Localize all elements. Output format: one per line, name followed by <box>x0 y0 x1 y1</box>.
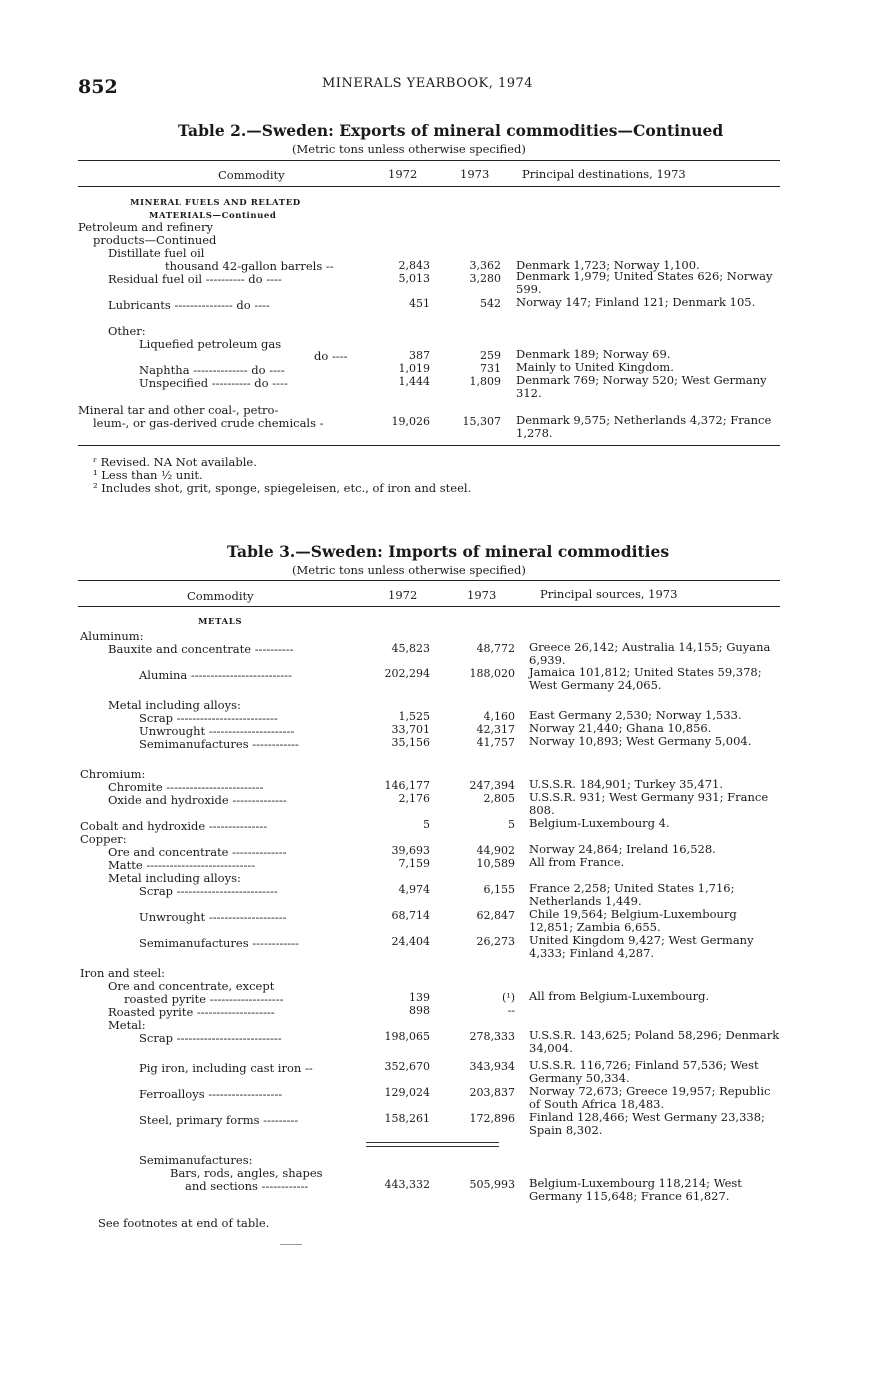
table3-cell-sources: U.S.S.R. 143,625; Poland 58,296; Denmark 34,004. <box>529 1028 780 1055</box>
table3-cell-sources: Belgium-Luxembourg 118,214; West Germany 115,648; France 61,827. <box>529 1176 742 1203</box>
table2-header-destinations: Principal destinations, 1973 <box>522 167 686 181</box>
table3-cell-1972: 158,261 <box>384 1112 430 1125</box>
running-head: MINERALS YEARBOOK, 1974 <box>322 76 534 91</box>
table3-row-label: Cobalt and hydroxide --------------- <box>80 819 268 833</box>
column-double-rule-top <box>366 1142 499 1143</box>
table3-header-commodity: Commodity <box>187 589 254 603</box>
table3-cell-1973: 4,160 <box>483 710 515 723</box>
table2-title: Table 2.—Sweden: Exports of mineral commodities—Continued <box>178 121 724 140</box>
table3-cell-1973: 203,837 <box>469 1086 515 1099</box>
table3-cell-1973: 343,934 <box>469 1060 515 1073</box>
table2-cell-1972: 2,843 <box>398 259 430 272</box>
table3-row-label: Steel, primary forms --------- <box>139 1113 299 1127</box>
table3-cell-1973: 172,896 <box>469 1112 515 1125</box>
table3-cell-1972: 7,159 <box>398 857 430 870</box>
table3-group-iron-steel: Iron and steel: <box>80 966 165 980</box>
table3-row-label: Scrap -------------------------- <box>139 884 278 898</box>
table3-row-label: Roasted pyrite -------------------- <box>108 1005 275 1019</box>
table2-header-1972: 1972 <box>388 167 418 181</box>
table3-cell-1972: 898 <box>409 1004 430 1017</box>
table3-cell-1972: 1,525 <box>398 710 430 723</box>
table3-cell-sources: Norway 24,864; Ireland 16,528. <box>529 842 716 856</box>
table3-cell-1973: 278,333 <box>469 1030 515 1043</box>
table3-cell-1972: 5 <box>423 818 430 831</box>
table2-footnote: ¹ Less than ½ unit. <box>93 468 203 482</box>
table3-row-label: Oxide and hydroxide -------------- <box>108 793 287 807</box>
table3-cell-1973: 10,589 <box>476 857 515 870</box>
table2-section-heading: MINERAL FUELS AND RELATED <box>130 198 301 208</box>
table3-cell-1972: 39,693 <box>391 844 430 857</box>
table3-cell-1972: 2,176 <box>398 792 430 805</box>
table3-cell-1973: 6,155 <box>483 883 515 896</box>
table3-cell-1973: 26,273 <box>476 935 515 948</box>
table3-cell-sources: East Germany 2,530; Norway 1,533. <box>529 708 742 722</box>
table3-cell-1973: 41,757 <box>476 736 515 749</box>
table2-other-label: Other: <box>108 324 146 338</box>
table2-row-label: Naphtha -------------- do ---- <box>139 363 285 377</box>
table2-cell-destinations: Denmark 9,575; Netherlands 4,372; France 1,278. <box>516 413 772 440</box>
table2-cell-destinations: Mainly to United Kingdom. <box>516 360 674 374</box>
table2-cell-destinations: Denmark 189; Norway 69. <box>516 347 671 361</box>
table3-group-chromium: Chromium: <box>80 767 146 781</box>
table2-header-rule <box>78 186 780 187</box>
table2-row-label: Lubricants --------------- do ---- <box>108 298 270 312</box>
table3-cell-sources: Jamaica 101,812; United States 59,378; West Germany 24,065. <box>529 665 762 692</box>
table2-cell-destinations: Denmark 769; Norway 520; West Germany 312. <box>516 373 767 400</box>
table3-title: Table 3.—Sweden: Imports of mineral commodities <box>227 542 670 561</box>
table2-cell-1973: 259 <box>480 349 501 362</box>
table3-cell-sources: France 2,258; United States 1,716; Netherlands 1,449. <box>529 881 735 908</box>
table3-cell-1973: 5 <box>508 818 515 831</box>
table3-cell-sources: Greece 26,142; Australia 14,155; Guyana 6,939. <box>529 640 771 667</box>
table3-cell-1973: 247,394 <box>469 779 515 792</box>
table3-cell-sources: U.S.S.R. 116,726; Finland 57,536; West Germany 50,334. <box>529 1058 759 1085</box>
table3-row-label: Alumina -------------------------- <box>139 668 292 682</box>
table2-footnote: ʳ Revised. NA Not available. <box>93 455 257 469</box>
table3-section-heading: METALS <box>198 617 243 627</box>
table3-cell-1973: 62,847 <box>476 909 515 922</box>
table2-category: Petroleum and refinery <box>78 220 213 234</box>
table2-cell-1973: 542 <box>480 297 501 310</box>
table3-cell-sources: Chile 19,564; Belgium-Luxembourg 12,851; Zambia 6,655. <box>529 907 737 934</box>
table3-cell-sources: Belgium-Luxembourg 4. <box>529 816 670 830</box>
table3-cell-1973: 188,020 <box>469 667 515 680</box>
column-double-rule-bottom <box>366 1146 499 1147</box>
table2-row-label: Unspecified ---------- do ---- <box>139 376 288 390</box>
table3-cell-1972: 24,404 <box>391 935 430 948</box>
table3-cell-1972: 33,701 <box>391 723 430 736</box>
table3-cell-1972: 129,024 <box>384 1086 430 1099</box>
page-mark <box>280 1244 302 1245</box>
table3-header-1973: 1973 <box>467 588 497 602</box>
table3-cell-1973: 2,805 <box>483 792 515 805</box>
table3-cell-1972: 202,294 <box>384 667 430 680</box>
table3-cell-1973: 44,902 <box>476 844 515 857</box>
table2-category-cont: products—Continued <box>93 233 217 247</box>
table3-cell-1972: 4,974 <box>398 883 430 896</box>
table2-lpg-label: Liquefied petroleum gas <box>139 337 282 351</box>
table3-cell-1972: 352,670 <box>384 1060 430 1073</box>
table3-cell-1972: 35,156 <box>391 736 430 749</box>
table3-subtitle: (Metric tons unless otherwise specified) <box>292 563 526 577</box>
table2-section-heading-cont: MATERIALS—Continued <box>149 211 277 221</box>
table3-cell-1972: 146,177 <box>384 779 430 792</box>
table3-cell-sources: Norway 72,673; Greece 19,957; Republic of South Africa 18,483. <box>529 1084 771 1111</box>
table2-header-1973: 1973 <box>460 167 490 181</box>
table3-cell-1972: 139 <box>409 991 430 1004</box>
table3-header-sources: Principal sources, 1973 <box>540 587 678 601</box>
table3-cell-sources: U.S.S.R. 931; West Germany 931; France 808. <box>529 790 769 817</box>
table2-cell-destinations: Denmark 1,723; Norway 1,100. <box>516 258 700 272</box>
table3-cell-sources: U.S.S.R. 184,901; Turkey 35,471. <box>529 777 723 791</box>
table3-cell-1972: 68,714 <box>391 909 430 922</box>
table2-cell-1973: 1,809 <box>469 375 501 388</box>
table3-cell-1972: 45,823 <box>391 642 430 655</box>
table3-row-label: Bauxite and concentrate ---------- <box>108 642 294 656</box>
table3-cell-1973: (¹) <box>502 991 515 1004</box>
table3-subgroup-bars: Bars, rods, angles, shapes <box>170 1166 323 1180</box>
table3-cell-sources: United Kingdom 9,427; West Germany 4,333; Finland 4,287. <box>529 933 754 960</box>
table2-row-label: thousand 42-gallon barrels -- <box>165 259 334 273</box>
table3-row-label: Pig iron, including cast iron -- <box>139 1061 313 1075</box>
table3-subgroup-alloys: Metal including alloys: <box>108 698 241 712</box>
table3-cell-1973: 42,317 <box>476 723 515 736</box>
table2-cell-1972: 1,019 <box>398 362 430 375</box>
table3-cell-sources: All from France. <box>529 855 625 869</box>
table3-cell-1972: 198,065 <box>384 1030 430 1043</box>
table3-row-label: Matte ---------------------------- <box>108 858 256 872</box>
table2-footnote: ² Includes shot, grit, sponge, spiegeleisen, etc., of iron and steel. <box>93 481 472 495</box>
table2-cell-1972: 1,444 <box>398 375 430 388</box>
table3-group-aluminum: Aluminum: <box>80 629 144 643</box>
table2-cell-1973: 3,280 <box>469 272 501 285</box>
table3-header-1972: 1972 <box>388 588 418 602</box>
table3-cell-sources: Norway 21,440; Ghana 10,856. <box>529 721 712 735</box>
table3-subgroup-semimanufactures: Semimanufactures: <box>139 1153 253 1167</box>
table3-cell-sources: Finland 128,466; West Germany 23,338; Spain 8,302. <box>529 1110 765 1137</box>
page-number: 852 <box>78 76 118 98</box>
table3-row-label: Unwrought -------------------- <box>139 910 287 924</box>
table2-cell-destinations: Norway 147; Finland 121; Denmark 105. <box>516 295 756 309</box>
table3-group-copper: Copper: <box>80 832 127 846</box>
table2-cell-1973: 15,307 <box>462 415 501 428</box>
table3-row-label: Semimanufactures ------------ <box>139 936 299 950</box>
table2-cell-1972: 387 <box>409 349 430 362</box>
table3-subgroup-metal: Metal: <box>108 1018 146 1032</box>
table2-subtitle: (Metric tons unless otherwise specified) <box>292 142 526 156</box>
table3-cell-sources: All from Belgium-Luxembourg. <box>529 989 710 1003</box>
table2-cell-1972: 5,013 <box>398 272 430 285</box>
table3-row-label: Scrap --------------------------- <box>139 1031 282 1045</box>
table2-row-label: Residual fuel oil ---------- do ---- <box>108 272 282 286</box>
table3-top-rule <box>78 580 780 581</box>
table3-header-rule <box>78 606 780 607</box>
table3-row-label: Ore and concentrate -------------- <box>108 845 287 859</box>
table2-bottom-rule <box>78 445 780 446</box>
table2-cell-1972: 451 <box>409 297 430 310</box>
table2-cell-1973: 3,362 <box>469 259 501 272</box>
table2-row-label: leum-, or gas-derived crude chemicals - <box>93 416 324 430</box>
table3-cell-1972: 443,332 <box>384 1178 430 1191</box>
table2-row-label: do ---- <box>314 349 348 363</box>
table3-row-label: Semimanufactures ------------ <box>139 737 299 751</box>
table3-row-label: Unwrought ---------------------- <box>139 724 295 738</box>
table3-cell-1973: 48,772 <box>476 642 515 655</box>
table3-row-label: Scrap -------------------------- <box>139 711 278 725</box>
table3-row-label: Ferroalloys ------------------- <box>139 1087 283 1101</box>
table3-cell-1973: 505,993 <box>469 1178 515 1191</box>
table2-top-rule <box>78 160 780 161</box>
table3-subgroup-ore: Ore and concentrate, except <box>108 979 275 993</box>
table3-cell-sources: Norway 10,893; West Germany 5,004. <box>529 734 752 748</box>
table2-tar-label: Mineral tar and other coal-, petro- <box>78 403 279 417</box>
table3-cell-1973: -- <box>507 1004 515 1017</box>
table2-cell-destinations: Denmark 1,979; United States 626; Norway 599. <box>516 269 773 296</box>
table3-row-label: roasted pyrite ------------------- <box>124 992 284 1006</box>
table3-row-label: and sections ------------ <box>185 1179 309 1193</box>
table3-row-label: Chromite ------------------------- <box>108 780 264 794</box>
table3-subgroup-copper-alloys: Metal including alloys: <box>108 871 241 885</box>
table2-header-commodity: Commodity <box>218 168 285 182</box>
table2-cell-1973: 731 <box>480 362 501 375</box>
see-footnotes-note: See footnotes at end of table. <box>98 1216 270 1230</box>
table2-subcategory: Distillate fuel oil <box>108 246 205 260</box>
table2-cell-1972: 19,026 <box>391 415 430 428</box>
